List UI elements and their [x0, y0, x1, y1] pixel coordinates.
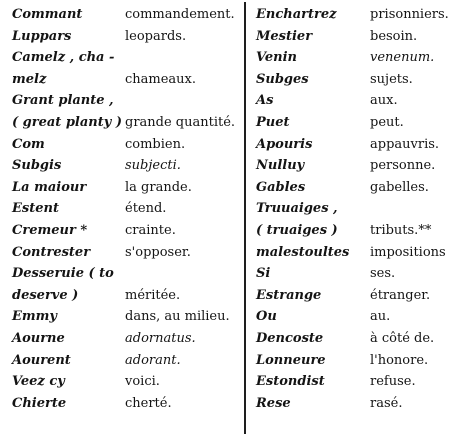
glossary-entry [256, 350, 466, 372]
glossary-entry [256, 4, 466, 26]
old-french-term: Chierte [12, 395, 67, 411]
old-french-term: Luppars [12, 28, 72, 44]
glossary-entry [256, 263, 466, 285]
glossary-entry [12, 220, 240, 242]
glossary-entry [12, 371, 240, 393]
old-french-term: Subges [256, 71, 309, 87]
modern-gloss: leopards. [125, 28, 187, 44]
old-french-term: Desseruie ( to [12, 266, 114, 282]
old-french-term: Mestier [256, 28, 313, 44]
glossary-entry [256, 134, 466, 156]
modern-gloss: étend. [125, 201, 167, 217]
modern-gloss: l'honore. [370, 352, 429, 368]
modern-gloss: subjecti. [125, 158, 181, 174]
left-glossary-column [12, 4, 240, 414]
old-french-term: Estent [12, 201, 59, 217]
glossary-entry [256, 112, 466, 134]
old-french-term: As [256, 93, 274, 109]
old-french-term: Com [12, 136, 45, 152]
old-french-term: Dencoste [256, 330, 324, 346]
old-french-term: Contrester [12, 244, 91, 260]
old-french-term: Aourent [12, 352, 71, 368]
glossary-entry [256, 285, 466, 307]
modern-gloss: combien. [125, 136, 186, 152]
glossary-entry [256, 371, 466, 393]
glossary-entry [12, 393, 240, 415]
glossary-entry [256, 155, 466, 177]
old-french-term: Camelz , cha - [12, 50, 115, 66]
modern-gloss: crainte. [125, 222, 176, 238]
glossary-entry [256, 328, 466, 350]
glossary-entry [12, 90, 240, 112]
modern-gloss: sujets. [370, 71, 413, 87]
glossary-entry [12, 285, 240, 307]
old-french-term: Aourne [12, 330, 65, 346]
old-french-term: Estondist [256, 374, 325, 390]
glossary-entry [12, 306, 240, 328]
old-french-term: Grant plante , [12, 93, 114, 109]
modern-gloss: adornatus. [125, 330, 196, 346]
modern-gloss: peut. [370, 114, 404, 130]
glossary-entry [256, 177, 466, 199]
modern-gloss: dans, au milieu. [125, 309, 230, 325]
old-french-term: Commant [12, 7, 83, 22]
glossary-entry [256, 47, 466, 69]
modern-gloss: la grande. [125, 179, 192, 195]
glossary-entry [12, 242, 240, 264]
glossary-entry [12, 350, 240, 372]
old-french-term: melz [12, 71, 47, 87]
old-french-term: Lonneure [256, 352, 326, 368]
old-french-term: Si [256, 266, 271, 282]
modern-gloss: étranger. [370, 287, 431, 303]
modern-gloss: personne. [370, 158, 436, 174]
modern-gloss: impositions [370, 244, 446, 260]
glossary-entry [12, 177, 240, 199]
modern-gloss: commandement. [125, 7, 235, 22]
glossary-entry [12, 134, 240, 156]
old-french-term: Subgis [12, 158, 62, 174]
old-french-term: Emmy [12, 309, 57, 325]
modern-gloss: à côté de. [370, 330, 435, 346]
glossary-entry [12, 112, 240, 134]
old-french-term: La maiour [12, 179, 87, 195]
old-french-term: Puet [256, 114, 290, 130]
glossary-entry [256, 90, 466, 112]
glossary-entry [256, 198, 466, 220]
glossary-entry [256, 220, 466, 242]
modern-gloss: voici. [125, 374, 160, 390]
old-french-term: ( great planty ) [12, 114, 122, 130]
glossary-entry [12, 198, 240, 220]
modern-gloss: au. [370, 309, 391, 325]
modern-gloss: aux. [370, 93, 398, 109]
glossary-entry [12, 328, 240, 350]
old-french-term: ( truaiges ) [256, 222, 338, 238]
modern-gloss: venenum. [370, 50, 435, 66]
modern-gloss: gabelles. [370, 179, 429, 195]
right-glossary-column [256, 4, 466, 414]
glossary-entry [12, 47, 240, 69]
old-french-term: Estrange [256, 287, 322, 303]
modern-gloss: ses. [370, 266, 396, 282]
modern-gloss: adorant. [125, 352, 181, 368]
modern-gloss: refuse. [370, 374, 416, 390]
old-french-term: Enchartrez [256, 7, 337, 22]
modern-gloss: grande quantité. [125, 114, 236, 130]
old-french-term: malestoultes [256, 244, 350, 260]
old-french-term: Gables [256, 179, 306, 195]
glossary-entry [256, 26, 466, 48]
old-french-term: Venin [256, 50, 298, 66]
glossary-entry [12, 155, 240, 177]
glossary-entry [256, 393, 466, 415]
old-french-term: Nulluy [256, 158, 305, 174]
modern-gloss: chameaux. [125, 71, 197, 87]
glossary-entry [12, 4, 240, 26]
old-french-term: deserve ) [12, 287, 79, 303]
modern-gloss: s'opposer. [125, 244, 191, 260]
glossary-entry [12, 26, 240, 48]
modern-gloss: appauvris. [370, 136, 440, 152]
modern-gloss: besoin. [370, 28, 418, 44]
glossary-entry [256, 242, 466, 264]
column-divider [244, 2, 246, 434]
old-french-term: Cremeur * [12, 222, 88, 238]
glossary-entry [12, 263, 240, 285]
old-french-term: Rese [256, 395, 291, 411]
old-french-term: Apouris [256, 136, 313, 152]
glossary-entry [12, 69, 240, 91]
glossary-entry [256, 306, 466, 328]
glossary-entry [256, 69, 466, 91]
old-french-term: Veez cy [12, 374, 65, 390]
modern-gloss: tributs.** [370, 222, 432, 238]
modern-gloss: prisonniers. [370, 7, 449, 22]
modern-gloss: rasé. [370, 395, 403, 411]
old-french-term: Ou [256, 309, 277, 325]
modern-gloss: méritée. [125, 287, 181, 303]
modern-gloss: cherté. [125, 395, 172, 411]
old-french-term: Truuaiges , [256, 201, 338, 217]
